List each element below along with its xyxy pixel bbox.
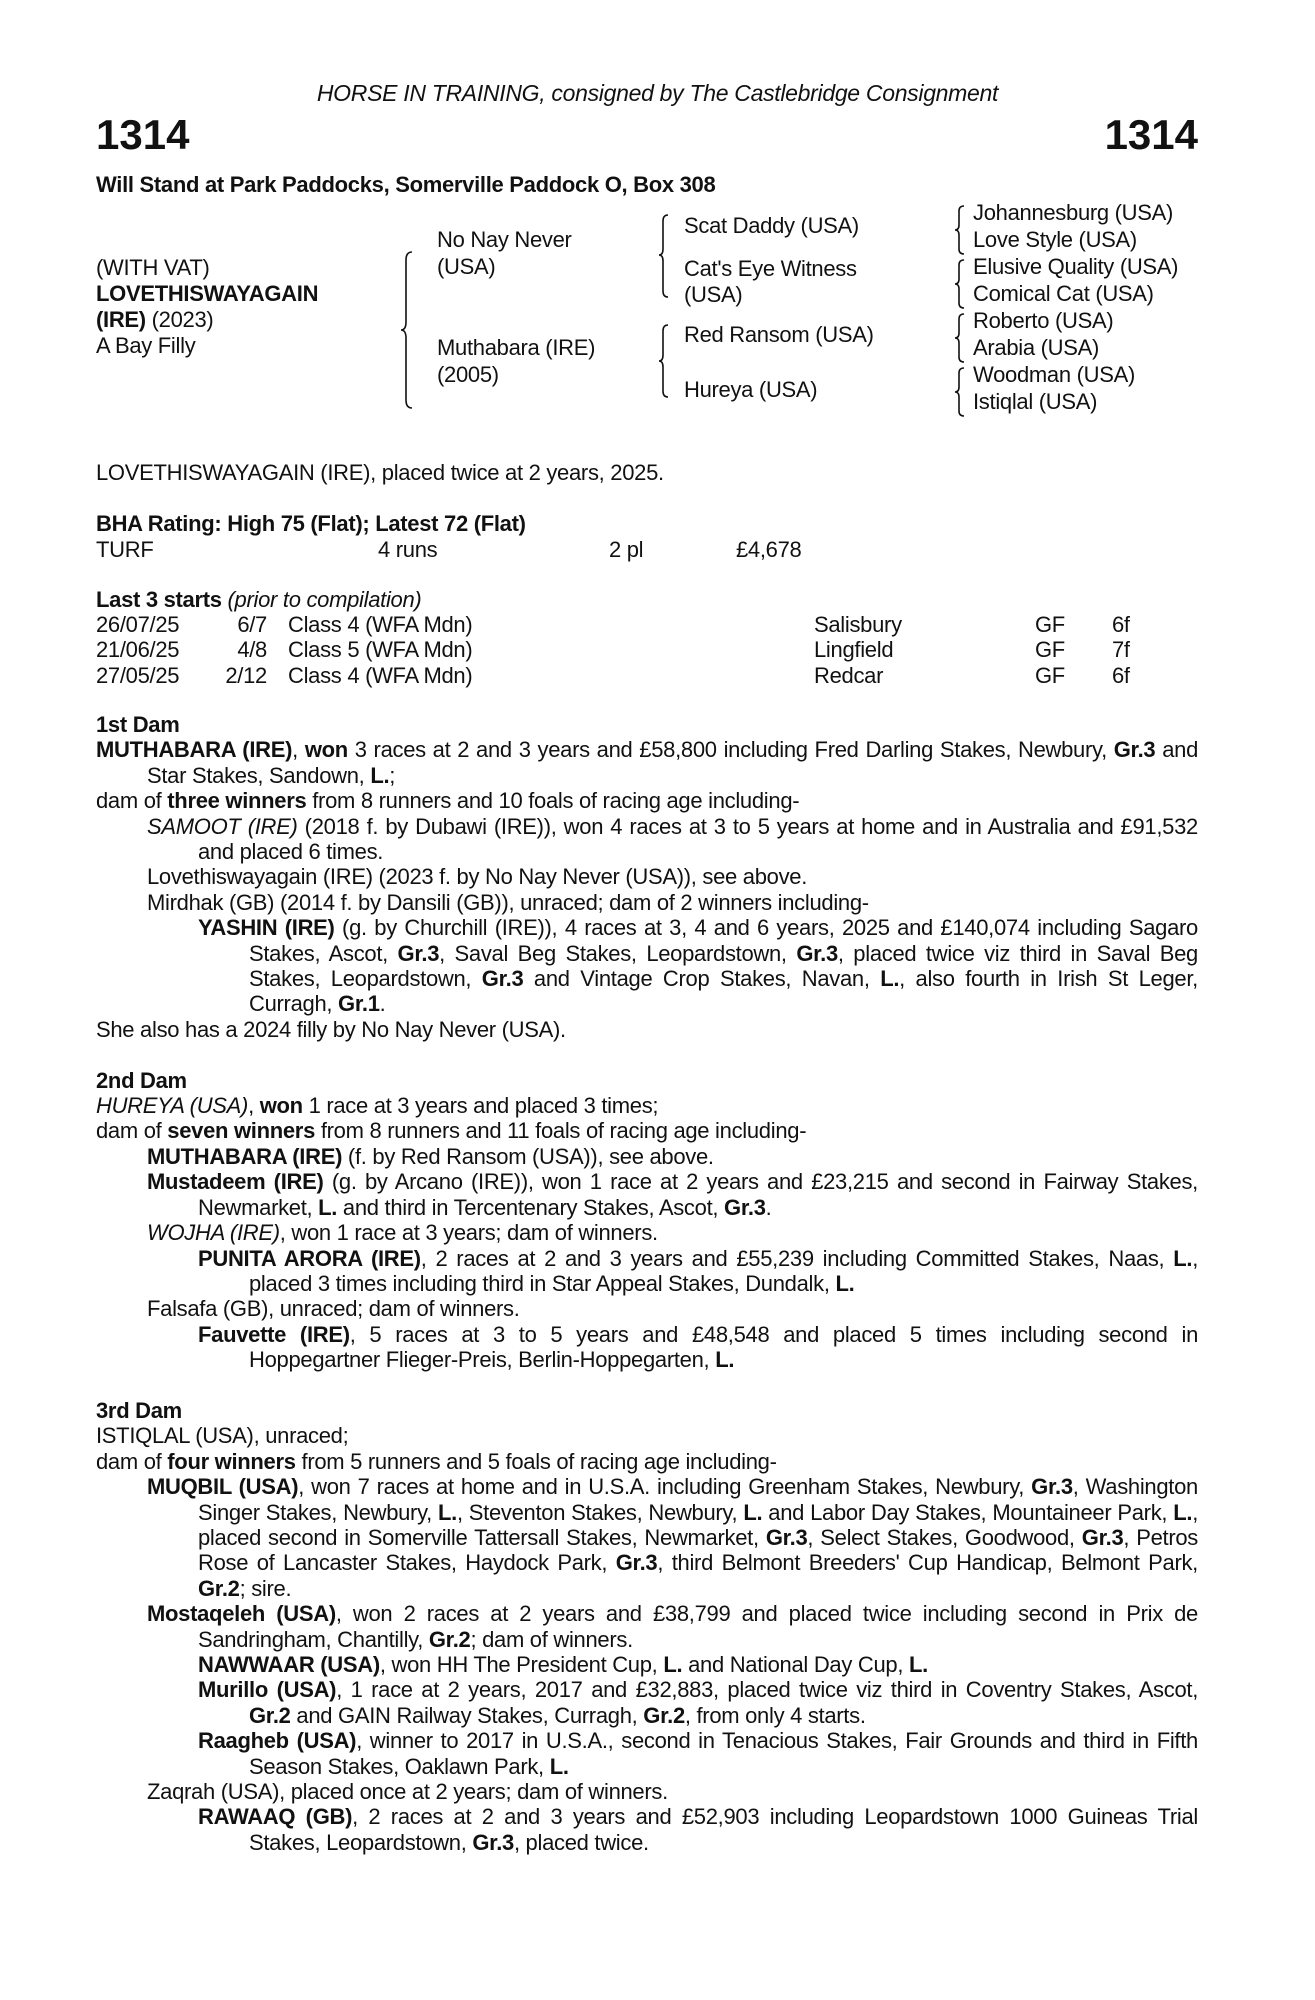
great-grandparent: Love Style (USA)	[973, 227, 1137, 252]
bold-text: NAWWAAR (USA)	[198, 1652, 380, 1677]
bold-text: MUTHABARA (IRE)	[96, 737, 293, 763]
entry-text: Mirdhak (GB) (2014 f. by Dansili (GB)), unraced; dam of 2 winners including-	[147, 889, 869, 915]
bold-text: Gr.3	[724, 1194, 766, 1220]
entry-text: Zaqrah (USA), placed once at 2 years; dam of winners.	[147, 1779, 668, 1805]
bold-text: L.	[318, 1194, 338, 1220]
entry-text: She also has a 2024 filly by No Nay Never (USA).	[96, 1016, 566, 1042]
bold-text: Gr.3	[472, 1829, 514, 1855]
entry-text: Falsafa (GB), unraced; dam of winners.	[147, 1296, 520, 1322]
pedigree-brace-gen4	[953, 258, 969, 314]
pedigree-entry	[0, 1779, 1198, 1804]
lot-number-right: 1314	[1104, 111, 1198, 158]
entry-text: from 5 runners and 5 foals of racing age including-	[295, 1448, 777, 1474]
last-starts-title: Last 3 starts	[96, 587, 222, 612]
section-heading: 1st Dam	[96, 712, 180, 737]
italic-text: WOJHA (IRE)	[147, 1220, 280, 1246]
pedigree-brace-gen4	[953, 312, 969, 368]
pedigree-brace-1	[400, 250, 420, 410]
pedigree-entry	[0, 1169, 1198, 1220]
entry-text: (g. by Churchill (IRE)), 4 races at 3, 4 and 6 years, 2025 and £140,074 including Sagaro Stakes, Ascot,	[249, 915, 1198, 966]
entry-text: , Select Stakes, Goodwood,	[807, 1524, 1082, 1550]
rating-placed: 2 pl	[609, 537, 644, 562]
entry-text: , Petros Rose of Lancaster Stakes, Haydock Park,	[198, 1524, 1198, 1576]
entry-text: , won 7 races at home and in U.S.A. including Greenham Stakes, Newbury,	[298, 1474, 1032, 1500]
entry-text: (2018 f. by Dubawi (IRE)), won 4 races at 3 to 5 years at home and in Australia and £91,532 and placed 6 times.	[198, 813, 1198, 865]
horse-description: A Bay Filly	[96, 333, 196, 358]
entry-text: dam of	[96, 1118, 168, 1144]
great-grandparent: Arabia (USA)	[973, 335, 1099, 360]
dam-line1: Muthabara (IRE)	[437, 335, 596, 360]
entry-text: , 5 races at 3 to 5 years and £48,548 and placed 5 times including second in Hoppegartner Flieger-Preis, Berlin-Hoppegarten,	[249, 1321, 1198, 1373]
pedigree-entry	[0, 1118, 1198, 1143]
bold-text: Mostaqeleh (USA)	[147, 1601, 336, 1627]
pedigree-entry	[0, 1474, 1198, 1601]
bold-text: Gr.3	[615, 1550, 658, 1576]
entry-text: ; sire.	[239, 1575, 292, 1601]
granddam-maternal: Hureya (USA)	[684, 377, 818, 402]
horse-origin	[96, 307, 213, 333]
bold-text: Gr.2	[643, 1702, 685, 1728]
bold-text: seven winners	[167, 1118, 316, 1144]
bold-text: Gr.3	[765, 1524, 808, 1550]
bold-text: L.	[663, 1652, 683, 1677]
entry-text: ;	[389, 762, 396, 788]
entry-text: from 8 runners and 11 foals of racing age including-	[315, 1118, 807, 1144]
entry-text: , third Belmont Breeders' Cup Handicap, Belmont Park,	[657, 1550, 1198, 1576]
rating-earnings: £4,678	[736, 537, 802, 562]
pedigree-entry	[0, 1677, 1198, 1728]
italic-text: HUREYA (USA)	[96, 1093, 249, 1119]
pedigree-entry	[0, 1728, 1198, 1779]
start-pos: 2/12	[225, 662, 267, 688]
entry-text: , 2 races at 2 and 3 years and £52,903 including Leopardstown 1000 Guineas Trial Stakes, Leopardstown,	[249, 1804, 1199, 1855]
bold-text: L.	[437, 1499, 457, 1525]
entry-text: , from only 4 starts.	[684, 1702, 866, 1728]
entry-text: (g. by Arcano (IRE)), won 1 race at 2 years and £23,215 and second in Fairway Stakes, Newmarket,	[198, 1169, 1198, 1220]
entry-text: , won 2 races at 2 years and £38,799 and placed twice including second in Prix de Sandringham, Chantilly,	[198, 1601, 1198, 1652]
start-date: 26/07/25	[96, 612, 180, 637]
section-heading: 3rd Dam	[96, 1397, 182, 1423]
great-grandparent: Johannesburg (USA)	[973, 200, 1174, 225]
entry-text: , winner to 2017 in U.S.A., second in Tenacious Stakes, Fair Grounds and third in Fifth Season Stakes, Oaklawn Park,	[249, 1728, 1198, 1779]
sire-line1: No Nay Never	[437, 227, 572, 252]
bha-rating: BHA Rating: High 75 (Flat); Latest 72 (Flat)	[96, 511, 526, 536]
entry-text: (f. by Red Ransom (USA)), see above.	[342, 1143, 714, 1169]
horse-year: (2023)	[151, 307, 214, 332]
entry-text: dam of	[96, 788, 168, 814]
entry-text: , placed second in Somerville Tattersall Stakes, Newmarket,	[198, 1499, 1198, 1550]
section-heading: 2nd Dam	[96, 1067, 187, 1093]
entry-text: , 1 race at 2 years, 2017 and £32,883, placed twice viz third in Coventry Stakes, Ascot,	[336, 1677, 1199, 1703]
start-date: 21/06/25	[96, 637, 180, 663]
bold-text: Murillo (USA)	[198, 1677, 337, 1703]
pedigree-entry	[0, 915, 1198, 1017]
bold-text: L.	[715, 1347, 735, 1373]
vat-note: (WITH VAT)	[96, 255, 210, 280]
start-going: GF	[1035, 662, 1065, 688]
start-course: Redcar	[814, 662, 884, 688]
entry-text: and Labor Day Stakes, Mountaineer Park,	[762, 1499, 1174, 1525]
bold-text: Mustadeem (IRE)	[147, 1169, 324, 1195]
bold-text: Gr.3	[1031, 1474, 1073, 1500]
bold-text: Gr.3	[397, 940, 440, 966]
bold-text: Fauvette (IRE)	[198, 1321, 350, 1347]
pedigree-entry	[0, 788, 1198, 813]
bold-text: L.	[743, 1499, 763, 1525]
grandsire-paternal: Scat Daddy (USA)	[684, 213, 859, 238]
bold-text: Gr.3	[1081, 1524, 1124, 1550]
horse-country: (IRE)	[96, 307, 146, 332]
entry-text: ISTIQLAL (USA), unraced;	[96, 1423, 349, 1449]
great-grandparent: Comical Cat (USA)	[973, 281, 1154, 306]
pedigree-entry	[0, 814, 1198, 865]
lot-number-left: 1314	[96, 111, 190, 158]
pedigree-brace-gen4	[953, 204, 969, 260]
pedigree-entry	[0, 1652, 1198, 1677]
bold-text: MUTHABARA (IRE)	[147, 1143, 343, 1169]
entry-text: from 8 runners and 10 foals of racing age including-	[306, 788, 800, 814]
horse-name: LOVETHISWAYAGAIN	[96, 281, 319, 306]
pedigree-entry	[0, 1246, 1198, 1297]
entry-text: , Saval Beg Stakes, Leopardstown,	[439, 940, 797, 966]
bold-text: RAWAAQ (GB)	[198, 1804, 353, 1830]
bold-text: YASHIN (IRE)	[198, 915, 335, 941]
entry-text: , 2 races at 2 and 3 years and £55,239 including Committed Stakes, Naas,	[420, 1245, 1174, 1271]
bold-text: Gr.3	[1113, 737, 1156, 763]
bold-text: Gr.1	[338, 991, 380, 1017]
start-dist: 6f	[1112, 662, 1130, 688]
start-course: Salisbury	[814, 612, 902, 637]
pedigree-entry	[0, 1296, 1198, 1321]
bold-text: Gr.2	[249, 1702, 291, 1728]
bold-text: L.	[880, 966, 900, 992]
bold-text: Gr.2	[198, 1575, 240, 1601]
rating-runs: 4 runs	[378, 537, 438, 562]
bold-text: MUQBIL (USA)	[147, 1474, 299, 1500]
last-starts-note: (prior to compilation)	[227, 587, 422, 612]
entry-text: .	[765, 1194, 772, 1220]
entry-text: and Vintage Crop Stakes, Navan,	[523, 966, 881, 992]
great-grandparent: Woodman (USA)	[973, 362, 1135, 387]
pedigree-entry	[0, 737, 1198, 788]
bold-text: L.	[549, 1753, 569, 1779]
start-course: Lingfield	[814, 637, 894, 663]
sire-line2: (USA)	[437, 254, 496, 279]
entry-text: dam of	[96, 1448, 168, 1474]
dam-line2: (2005)	[437, 362, 499, 387]
bold-text: L.	[908, 1652, 928, 1677]
dam-family-sections	[0, 712, 1315, 1855]
last-starts-heading	[96, 587, 421, 613]
entry-text: and National Day Cup,	[682, 1652, 909, 1677]
bold-text: four winners	[167, 1448, 296, 1474]
bold-text: L.	[835, 1270, 855, 1296]
bold-text: Gr.3	[796, 940, 838, 966]
pedigree-entry	[0, 1017, 1198, 1042]
rating-surface: TURF	[96, 537, 154, 562]
pedigree-entry	[0, 1322, 1198, 1373]
pedigree-entry	[0, 1449, 1198, 1474]
bold-text: L.	[370, 762, 390, 788]
bold-text: won	[304, 737, 348, 763]
start-going: GF	[1035, 637, 1065, 663]
bold-text: PUNITA ARORA (IRE)	[198, 1245, 421, 1271]
italic-text: SAMOOT (IRE)	[147, 813, 298, 839]
bold-text: Gr.3	[481, 966, 524, 992]
bold-text: won	[259, 1093, 303, 1119]
entry-text: , Steventon Stakes, Newbury,	[456, 1499, 744, 1525]
entry-text: , won 1 race at 3 years; dam of winners.	[279, 1220, 658, 1246]
grandsire-maternal: Red Ransom (USA)	[684, 322, 874, 347]
entry-text: ,	[292, 737, 305, 763]
great-grandparent: Roberto (USA)	[973, 308, 1114, 333]
entry-text: , placed twice viz third in Saval Beg Stakes, Leopardstown,	[249, 940, 1198, 992]
pedigree-brace-2	[658, 213, 674, 303]
start-date: 27/05/25	[96, 662, 180, 688]
catalogue-header: HORSE IN TRAINING, consigned by The Castlebridge Consignment	[316, 80, 999, 106]
pedigree-brace-gen4	[953, 366, 969, 422]
entry-text: Lovethiswayagain (IRE) (2023 f. by No Nay Never (USA)), see above.	[147, 864, 808, 890]
great-grandparent: Elusive Quality (USA)	[973, 254, 1179, 279]
entry-text: and Star Stakes, Sandown,	[147, 737, 1199, 788]
pedigree-entry	[0, 1144, 1198, 1169]
bold-text: L.	[1173, 1499, 1193, 1525]
bold-text: L.	[1173, 1245, 1193, 1271]
pedigree-entry	[0, 1423, 1198, 1448]
pedigree-entry	[0, 1601, 1198, 1652]
pedigree-entry	[0, 1093, 1198, 1118]
entry-text: 3 races at 2 and 3 years and £58,800 including Fred Darling Stakes, Newbury,	[347, 737, 1114, 763]
entry-text: , won HH The President Cup,	[379, 1652, 664, 1677]
bold-text: Raagheb (USA)	[198, 1728, 357, 1754]
entry-text: , placed 3 times including third in Star Appeal Stakes, Dundalk,	[249, 1245, 1198, 1296]
pedigree-entry	[0, 1804, 1198, 1855]
entry-text: and third in Tercentenary Stakes, Ascot,	[337, 1194, 725, 1220]
stabling-location: Will Stand at Park Paddocks, Somerville Paddock O, Box 308	[96, 172, 716, 197]
bold-text: Gr.2	[428, 1626, 471, 1652]
entry-text: 1 race at 3 years and placed 3 times;	[302, 1093, 659, 1119]
bold-text: three winners	[167, 788, 307, 814]
start-going: GF	[1035, 612, 1065, 637]
start-pos: 6/7	[237, 612, 267, 637]
entry-text: ; dam of winners.	[470, 1626, 633, 1652]
entry-text: ,	[248, 1093, 260, 1119]
start-race: Class 5 (WFA Mdn)	[288, 637, 473, 663]
entry-text: and GAIN Railway Stakes, Curragh,	[290, 1702, 644, 1728]
start-race: Class 4 (WFA Mdn)	[288, 662, 473, 688]
pedigree-entry	[0, 890, 1198, 915]
pedigree-brace-3	[658, 323, 674, 403]
granddam-paternal-1: Cat's Eye Witness	[684, 256, 857, 281]
entry-text: .	[379, 991, 386, 1017]
entry-text: , placed twice.	[513, 1829, 649, 1855]
start-pos: 4/8	[237, 637, 267, 663]
granddam-paternal-2: (USA)	[684, 282, 743, 307]
entry-text: , also fourth in Irish St Leger, Curragh,	[249, 966, 1198, 1017]
pedigree-entry	[0, 864, 1198, 889]
race-record-summary: LOVETHISWAYAGAIN (IRE), placed twice at 2 years, 2025.	[96, 460, 664, 485]
entry-text: , Washington Singer Stakes, Newbury,	[198, 1474, 1198, 1525]
great-grandparent: Istiqlal (USA)	[973, 389, 1098, 414]
start-dist: 6f	[1112, 612, 1130, 637]
start-race: Class 4 (WFA Mdn)	[288, 612, 473, 637]
start-dist: 7f	[1112, 637, 1130, 663]
pedigree-entry	[0, 1220, 1198, 1245]
